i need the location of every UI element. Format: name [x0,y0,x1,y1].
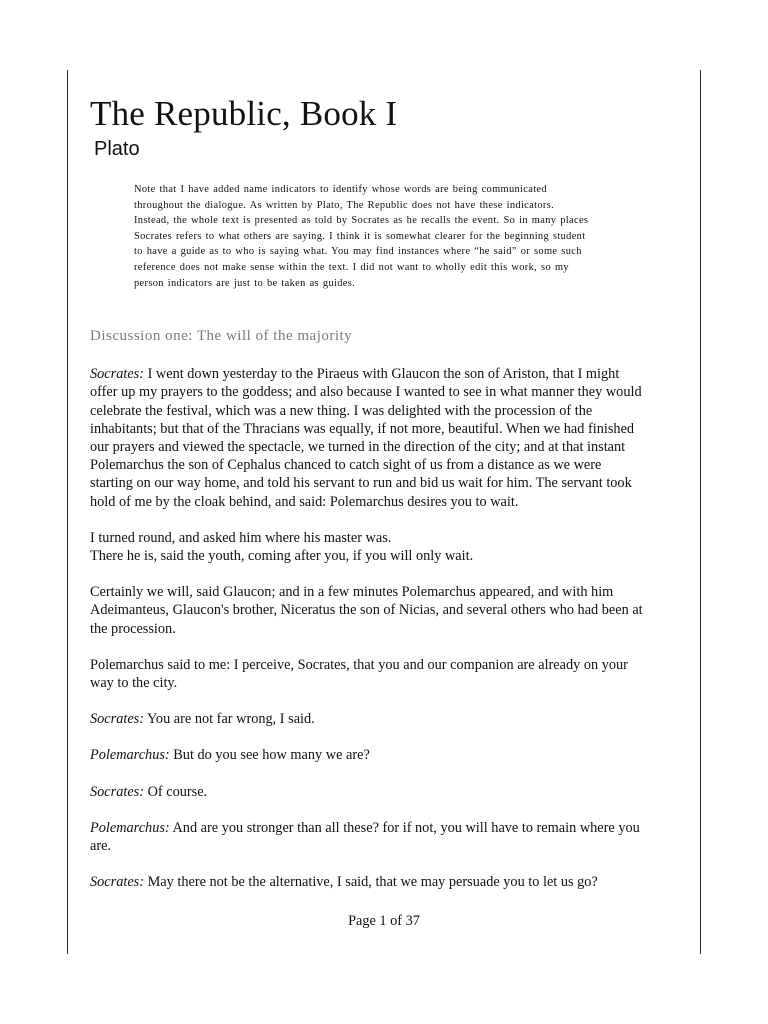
dialogue-text: our prayers and viewed the spectacle, we turned in the direction of the city; and at that instant [90,438,626,455]
speaker-name: Socrates: [90,366,144,383]
dialogue-line [90,493,682,511]
dialogue-line [90,438,682,456]
dialogue-line [90,474,682,492]
dialogue-paragraph [90,783,682,801]
speaker-name: Socrates: [90,874,144,891]
dialogue-text: are. [90,838,112,855]
dialogue-line [90,365,682,383]
editor-note-line: person indicators are just to be taken as guides. [134,277,356,289]
dialogue-paragraph [90,873,682,891]
dialogue-line [90,420,682,438]
editor-note-line: Socrates refers to what others are saying. I think it is somewhat clearer for the beginning student [134,230,586,242]
speaker-name: Socrates: [90,711,144,728]
editor-note [134,182,646,291]
dialogue-text: May there not be the alternative, I said, that we may persuade you to let us go? [144,874,598,891]
dialogue-line [90,674,682,692]
dialogue-line [90,547,682,565]
dialogue-line [90,601,682,619]
dialogue-line [90,710,682,728]
editor-note-line: to have a guide as to who is saying what. You may find instances where “he said” or some such [134,246,582,258]
dialogue-line [90,456,682,474]
dialogue-text: offer up my prayers to the goddess; and also because I wanted to see in what manner they would [90,384,642,401]
dialogue-paragraph [90,365,682,511]
document-author: Plato [94,138,140,160]
editor-note-line: Note that I have added name indicators to identify whose words are being communicated [134,184,547,195]
dialogue-line [90,656,682,674]
section-heading: Discussion one: The will of the majority [90,328,353,345]
page-number: Page 1 of 37 [348,913,420,929]
dialogue-text: starting on our way home, and told his servant to run and bid us wait for him. The servant took [90,475,632,492]
dialogue-text: Certainly we will, said Glaucon; and in a few minutes Polemarchus appeared, and with him [90,584,614,601]
editor-note-line: reference does not make sense within the text. I did not want to wholly edit this work, so my [134,261,569,273]
dialogue-line [90,746,682,764]
editor-note-line: Instead, the whole text is presented as told by Socrates as he recalls the event. So in many places [134,215,589,227]
dialogue-text: I went down yesterday to the Piraeus with Glaucon the son of Ariston, that I might [144,366,620,383]
page-border-left [67,70,68,954]
dialogue-line [90,583,682,601]
dialogue-text: inhabitants; but that of the Thracians was equally, if not more, beautiful. When we had finished [90,420,635,437]
dialogue-line [90,873,682,891]
speaker-name: Polemarchus: [90,747,170,764]
editor-note-line: throughout the dialogue. As written by Plato, The Republic does not have these indicators. [134,199,555,211]
speaker-name: Polemarchus: [90,819,170,836]
speaker-name: Socrates: [90,783,144,800]
dialogue-line [90,402,682,420]
dialogue-text: Polemarchus said to me: I perceive, Socrates, that you and our companion are already on your [90,656,628,673]
dialogue-text: You are not far wrong, I said. [144,711,315,728]
dialogue-paragraph [90,819,682,855]
dialogue-paragraph [90,710,682,728]
dialogue-text: hold of me by the cloak behind, and said: Polemarchus desires you to wait. [90,493,519,510]
dialogue-paragraph [90,656,682,692]
dialogue-text: And are you stronger than all these? for if not, you will have to remain where you [169,819,640,836]
dialogue-text: Adeimanteus, Glaucon's brother, Niceratus the son of Nicias, and several others who had been at [90,602,643,619]
dialogue-text: celebrate the festival, which was a new thing. I was delighted with the procession of the [90,402,593,419]
dialogue-text: But do you see how many we are? [169,747,370,764]
dialogue-line [90,837,682,855]
dialogue-line [90,819,682,837]
page-border-right [700,70,701,954]
dialogue-paragraph [90,746,682,764]
dialogue-text: Polemarchus the son of Cephalus chanced to catch sight of us from a distance as we were [90,457,602,474]
dialogue-text: Of course. [144,783,208,800]
dialogue-text: way to the city. [90,675,178,691]
dialogue-line [90,783,682,801]
dialogue [90,365,682,891]
dialogue-paragraph [90,529,682,565]
dialogue-line [90,620,682,638]
document-title: The Republic, Book I [90,94,398,133]
dialogue-line [90,529,682,547]
dialogue-text: the procession. [90,620,176,637]
dialogue-line [90,383,682,401]
dialogue-paragraph [90,583,682,638]
dialogue-text: I turned round, and asked him where his master was. [90,529,392,546]
document-body [90,92,682,891]
dialogue-text: There he is, said the youth, coming after you, if you will only wait. [90,547,474,564]
